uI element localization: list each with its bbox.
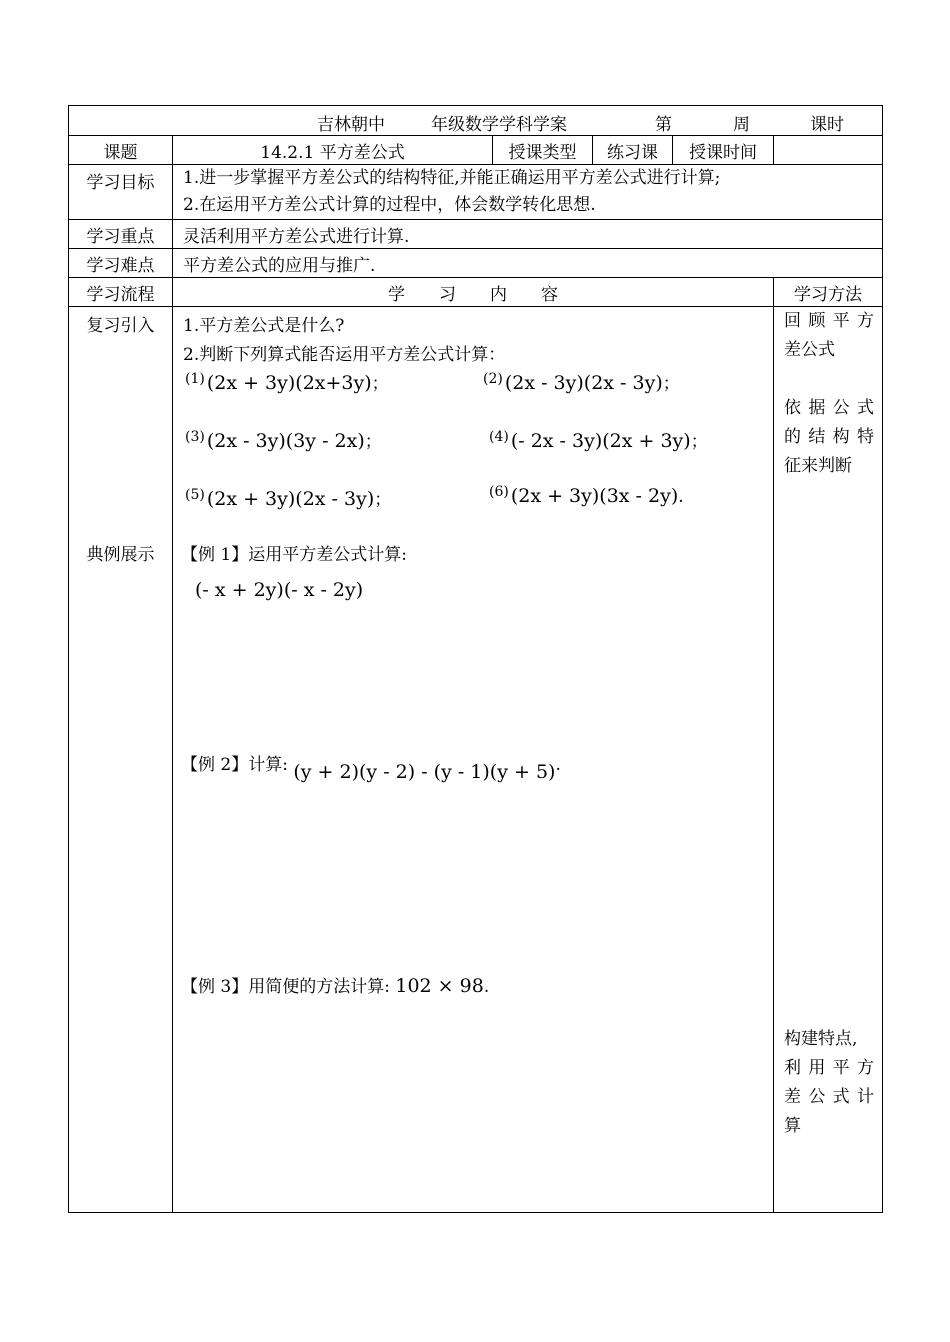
time-label: 授课时间: [673, 136, 774, 165]
item-number: (3): [185, 429, 205, 445]
method-1-line-1: 回顾平方: [784, 311, 874, 331]
item-end: ；: [371, 374, 389, 394]
flow-label: 学习流程: [69, 278, 173, 307]
method-3-line-2: 利用平方: [784, 1058, 874, 1078]
item-end: ；: [364, 432, 382, 452]
lesson-plan-table: [68, 105, 883, 1213]
type-label: 授课类型: [493, 136, 593, 165]
example-1-expression: (- x + 2y)(- x - 2y): [195, 579, 364, 601]
example-3-end: .: [483, 977, 490, 997]
example-3-expression: 102 × 98: [395, 975, 484, 997]
method-heading: 学习方法: [774, 278, 883, 307]
difficulty-row: [69, 249, 883, 278]
difficulty-label: 学习难点: [69, 249, 173, 278]
type-value: 练习课: [593, 136, 673, 165]
item-end: ；: [662, 374, 680, 394]
method-column: [774, 307, 882, 1212]
lesson-plan-sheet: [68, 105, 882, 1213]
school-name: 吉林朝中: [317, 115, 385, 135]
goals-label: 学习目标: [69, 165, 173, 220]
time-value: [774, 136, 883, 165]
topic-value: 14.2.1 平方差公式: [173, 136, 493, 165]
review-item-2: [483, 369, 680, 394]
math-expression: (2x + 3y)(2x+3y): [206, 372, 372, 394]
period-label: 课时: [810, 115, 844, 135]
topic-label: 课题: [69, 136, 173, 165]
item-end: ；: [690, 432, 708, 452]
focus-row: [69, 220, 883, 249]
review-q1: 1.平方差公式是什么?: [183, 316, 345, 336]
example-2-expression: (y + 2)(y - 2) - (y - 1)(y + 5): [293, 761, 556, 783]
method-3-line-1: 构建特点,: [784, 1029, 858, 1049]
review-label: 复习引入: [86, 316, 155, 336]
item-number: (1): [185, 371, 205, 387]
review-q2: 2.判断下列算式能否运用平方差公式计算：: [183, 345, 506, 365]
goals-row: [69, 165, 883, 220]
goal-item-1: 1.进一步掌握平方差公式的结构特征,并能正确运用平方差公式进行计算;: [183, 168, 721, 188]
math-expression: (- 2x - 3y)(2x + 3y): [510, 430, 691, 452]
flow-row: [69, 278, 883, 307]
example-2-line: [181, 750, 561, 783]
example-3-title: 【例 3】用简便的方法计算:: [181, 977, 390, 997]
content-heading: 学 习 内 容: [173, 278, 774, 307]
math-expression: (2x - 3y)(2x - 3y): [504, 372, 663, 394]
focus-text: 灵活利用平方差公式进行计算.: [173, 220, 883, 249]
math-expression: (2x - 3y)(3y - 2x): [206, 430, 365, 452]
week-di: 第: [655, 115, 672, 135]
main-row: [69, 307, 883, 1213]
review-item-6: [489, 485, 684, 507]
method-1-line-2: 差公式: [784, 340, 835, 360]
item-number: (5): [185, 487, 205, 503]
info-row: [69, 136, 883, 165]
method-2-line-3: 征来判断: [784, 456, 852, 476]
difficulty-text: 平方差公式的应用与推广.: [173, 249, 883, 278]
method-2-line-2: 的结构特: [784, 427, 874, 447]
examples-label: 典例展示: [86, 545, 155, 565]
review-item-3: [185, 427, 382, 452]
math-expression: (2x + 3y)(3x - 2y): [510, 485, 679, 507]
review-item-5: [185, 485, 391, 510]
example-2-end: .: [555, 755, 561, 775]
item-number: (4): [489, 429, 509, 445]
math-expression: (2x + 3y)(2x - 3y): [206, 488, 375, 510]
method-2-line-1: 依据公式: [784, 398, 874, 418]
item-end: ；: [374, 490, 392, 510]
review-item-1: [185, 369, 389, 394]
goal-item-2: 2.在运用平方差公式计算的过程中，体会数学转化思想.: [183, 195, 596, 215]
example-2-title: 【例 2】计算:: [181, 755, 288, 775]
item-number: (2): [483, 371, 503, 387]
method-3-line-4: 算: [784, 1116, 801, 1136]
focus-label: 学习重点: [69, 220, 173, 249]
item-end: .: [678, 487, 684, 507]
method-3-line-3: 差公式计: [784, 1087, 874, 1107]
example-3-line: [181, 972, 489, 997]
review-item-4: [489, 427, 708, 452]
week-zhou: 周: [733, 115, 750, 135]
header-row: [69, 106, 883, 136]
content-area: [173, 307, 773, 1212]
example-1-title: 【例 1】运用平方差公式计算:: [181, 545, 407, 565]
grade-subject: 年级数学学科学案: [431, 115, 567, 135]
item-number: (6): [489, 484, 509, 500]
